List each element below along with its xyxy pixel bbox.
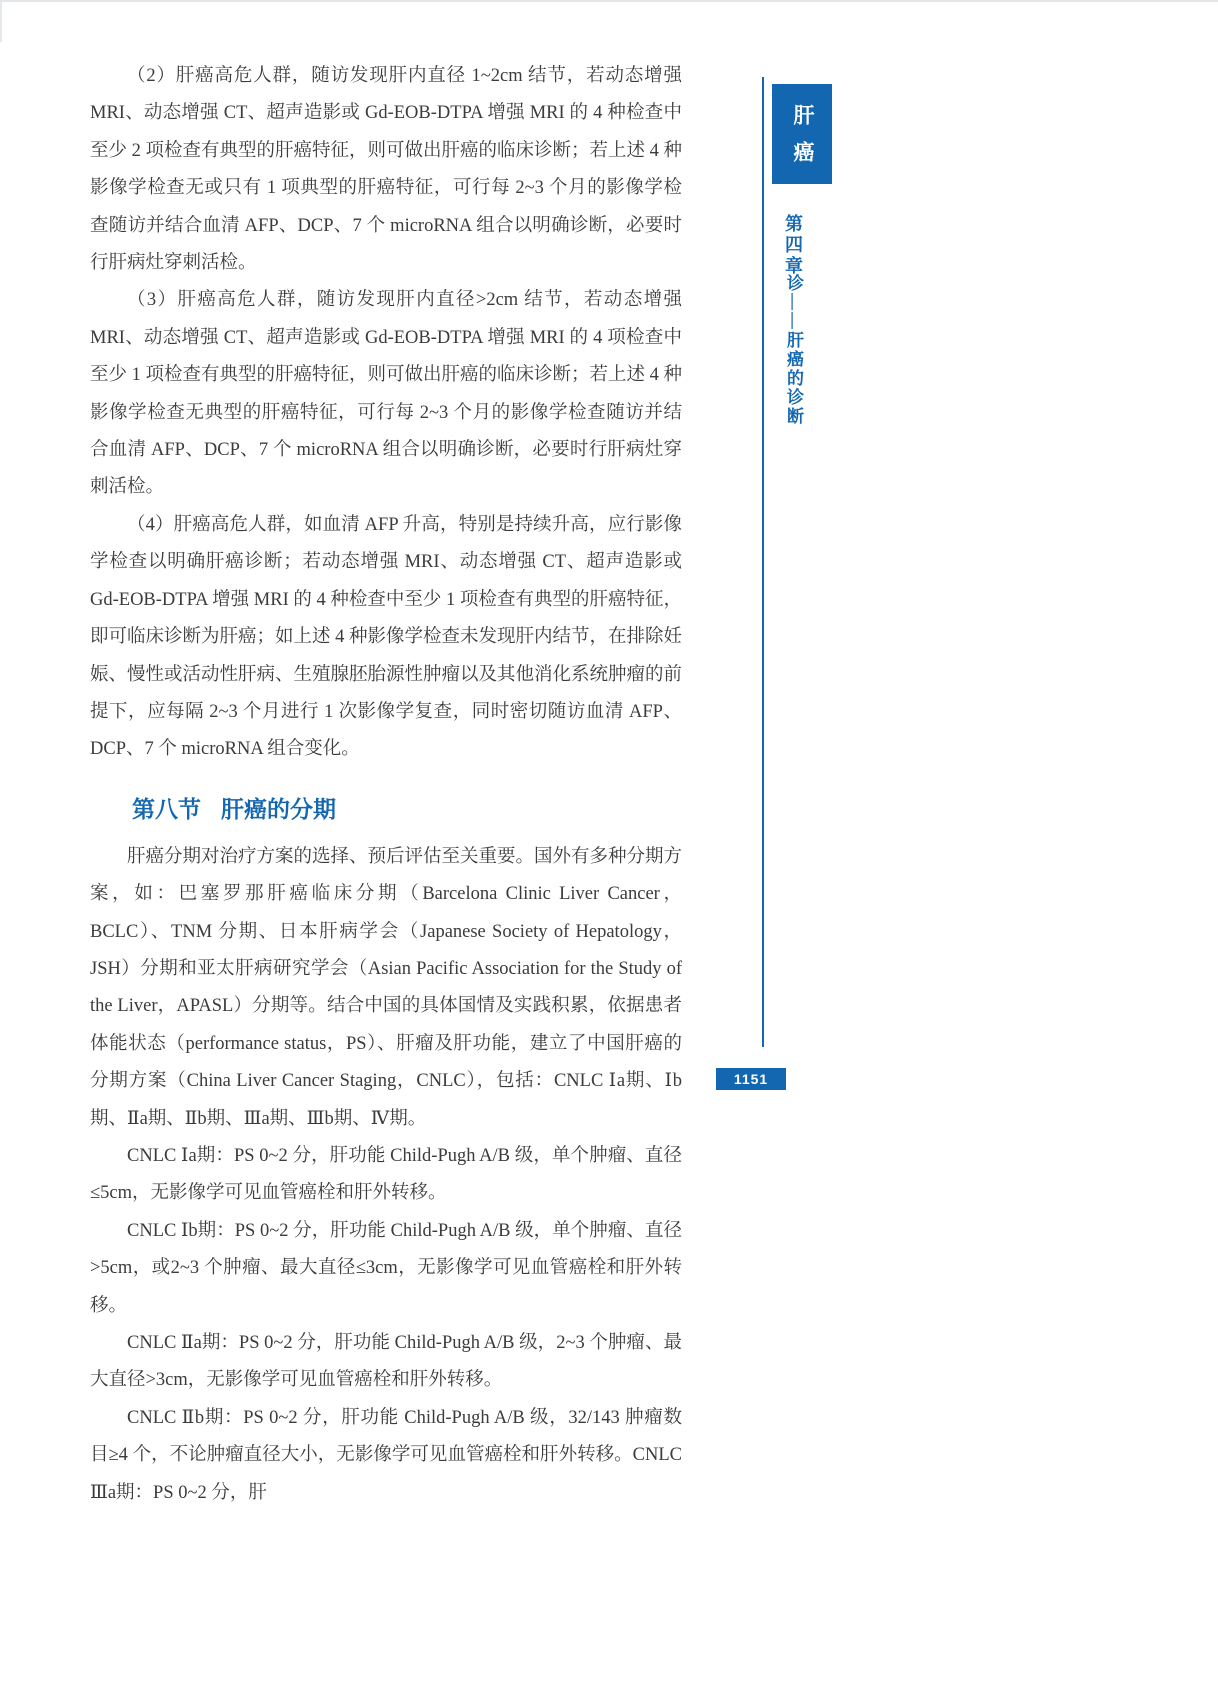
paragraph-item-3: （3）肝癌高危人群，随访发现肝内直径>2cm 结节，若动态增强 MRI、动态增强 CT、超声造影或 Gd-EOB-DTPA 增强 MRI 的 4 项检查中至少 1 项检查有典型的肝癌特征，则可做出肝癌的临床诊断；若上述 4 种影像学检查无典型的肝癌特征，可行每 2~3 个月的影像学检查随访并结合血清 AFP、DCP、7 个 microRNA 组合以明确诊断，必要时行肝病灶穿刺活检。 <box>90 290 683 498</box>
page-number: 1151 <box>733 1071 769 1087</box>
sidebar-chapter-label: 第四章 <box>783 214 803 277</box>
paragraph-cnlc-1a: CNLC Ⅰa期：PS 0~2 分，肝功能 Child-Pugh A/B 级，单个肿瘤、直径≤5cm，无影像学可见血管癌栓和肝外转移。 <box>90 1145 682 1204</box>
section-heading <box>132 789 682 829</box>
sidebar-tab-label: 肝癌 <box>791 104 814 178</box>
paragraph-cnlc-2a: CNLC Ⅱa期：PS 0~2 分，肝功能 Child-Pugh A/B 级，2~3 个肿瘤、最大直径>3cm，无影像学可见血管癌栓和肝外转移。 <box>90 1333 682 1391</box>
page-number-badge <box>716 1068 786 1090</box>
paragraph-item-2: （2）肝癌高危人群，随访发现肝内直径 1~2cm 结节，若动态增强 MRI、动态增强 CT、超声造影或 Gd-EOB-DTPA 增强 MRI 的 4 种检查中至少 2 项检查有典型的肝癌特征，则可做出肝癌的临床诊断；若上述 4 种影像学检查无或只有 1 项典型的肝癌特征，可行每 2~3 个月的影像学检查随访并结合血清 AFP、DCP、7 个 microRNA 组合以明确诊断，必要时行肝病灶穿刺活检。 <box>90 66 683 274</box>
paragraph-cnlc-1b: CNLC Ⅰb期：PS 0~2 分，肝功能 Child-Pugh A/B 级，单个肿瘤、直径>5cm，或2~3 个肿瘤、最大直径≤3cm，无影像学可见血管癌栓和肝外转移。 <box>90 1220 682 1316</box>
section-title: 肝癌的分期 <box>221 795 336 822</box>
section-number: 第八节 <box>132 795 201 822</box>
page-edge-line <box>0 2 2 42</box>
paragraph-item-4: （4）肝癌高危人群，如血清 AFP 升高，特别是持续升高，应行影像学检查以明确肝癌诊断；若动态增强 MRI、动态增强 CT、超声造影或 Gd-EOB-DTPA 增强 MRI 的 4 种检查中至少 1 项检查有典型的肝癌特征，即可临床诊断为肝癌；如上述 4 种影像学检查未发现肝内结节，在排除妊娠、慢性或活动性肝病、生殖腺胚胎源性肿瘤以及其他消化系统肿瘤的前提下，应每隔 2~3 个月进行 1 次影像学复查，同时密切随访血清 AFP、DCP、7 个 microRNA 组合变化。 <box>90 514 683 760</box>
paragraph-cnlc-2b: CNLC Ⅱb期：PS 0~2 分，肝功能 Child-Pugh A/B 级，32/143 肿瘤数目≥4 个，不论肿瘤直径大小，无影像学可见血管癌栓和肝外转移。CNLC Ⅲa期：PS 0~2 分，肝 <box>90 1407 682 1503</box>
sidebar-rule <box>762 77 764 1047</box>
paragraph-staging-intro: 肝癌分期对治疗方案的选择、预后评估至关重要。国外有多种分期方案，如：巴塞罗那肝癌临床分期（Barcelona Clinic Liver Cancer，BCLC）、TNM 分期、日本肝病学会（Japanese Society of Hepatology，JSH）分期和亚太肝病研究学会（Asian Pacific Association for the Study of the Liver，APASL）分期等。结合中国的具体国情及实践积累，依据患者体能状态（performance status，PS）、肝瘤及肝功能，建立了中国肝癌的分期方案（China Liver Cancer Staging，CNLC），包括：CNLC Ⅰa期、Ⅰb期、Ⅱa期、Ⅱb期、Ⅲa期、Ⅲb期、Ⅳ期。 <box>90 846 683 1129</box>
sidebar-running-title: 诊——肝癌的诊断 <box>784 274 803 426</box>
sidebar-tab <box>772 84 832 184</box>
main-text-column <box>90 58 682 1512</box>
